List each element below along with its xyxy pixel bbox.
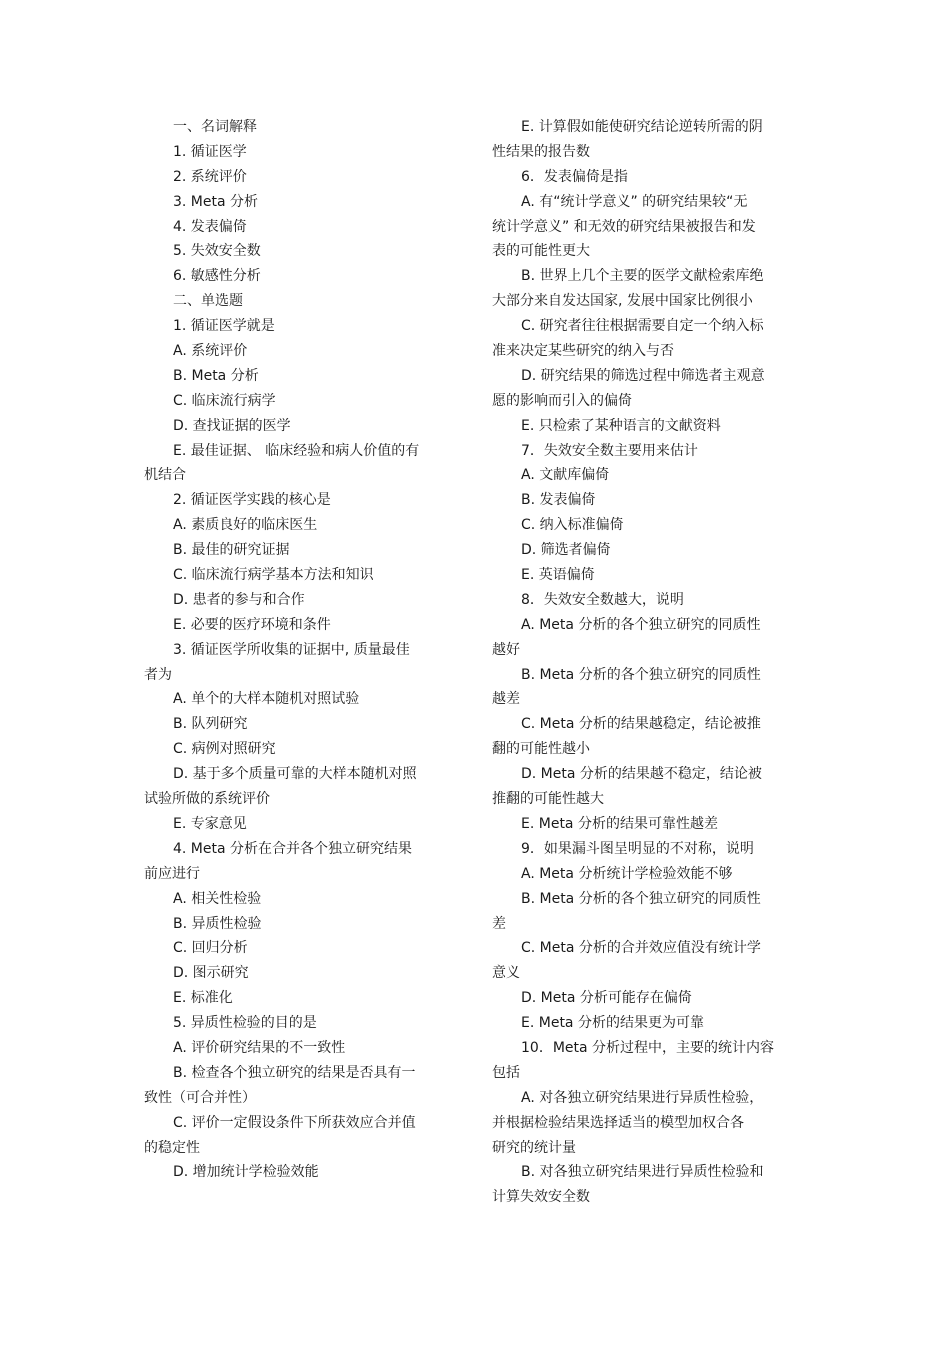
text-line: C. Meta 分析的合并效应值没有统计学	[521, 940, 761, 957]
text-line: D. 图示研究	[173, 965, 249, 982]
text-line: B. Meta 分析的各个独立研究的同质性	[521, 890, 761, 907]
text-line: C. 回归分析	[173, 940, 248, 957]
text-line: 差	[492, 915, 506, 932]
text-line: A. 系统评价	[173, 343, 248, 360]
text-line: 表的可能性更大	[492, 243, 590, 260]
right-column	[492, 115, 802, 1210]
text-line: 研究的统计量	[492, 1139, 576, 1156]
text-line: B. 最佳的研究证据	[173, 542, 290, 559]
text-line: B. 检查各个独立研究的结果是否具有一	[173, 1064, 416, 1081]
text-line: E. 专家意见	[173, 815, 247, 832]
text-line: A. Meta 分析统计学检验效能不够	[521, 865, 733, 882]
text-line: 机结合	[144, 467, 186, 484]
text-line: C. 临床流行病学基本方法和知识	[173, 567, 374, 584]
text-line: A. 有“统计学意义” 的研究结果较“无	[521, 193, 748, 210]
text-line: 二、单选题	[173, 293, 243, 310]
text-line: E. 标准化	[173, 990, 233, 1007]
text-line: 8．失效安全数越大，说明	[521, 591, 684, 608]
text-line: C. 评价一定假设条件下所获效应合并值	[173, 1114, 416, 1131]
text-line: D. Meta 分析可能存在偏倚	[521, 990, 692, 1007]
text-line: A. 单个的大样本随机对照试验	[173, 691, 360, 708]
text-line: 统计学意义” 和无效的研究结果被报告和发	[492, 218, 756, 235]
text-line: 准来决定某些研究的纳入与否	[492, 343, 674, 360]
text-line: A. 相关性检验	[173, 890, 262, 907]
text-line: 推翻的可能性越大	[492, 791, 604, 808]
text-line: B. Meta 分析的各个独立研究的同质性	[521, 666, 761, 683]
text-line: B. 队列研究	[173, 716, 248, 733]
text-line: 6. 敏感性分析	[173, 268, 261, 285]
text-line: 试验所做的系统评价	[144, 791, 270, 808]
text-line: A. 对各独立研究结果进行异质性检验，	[521, 1089, 764, 1106]
text-line: D. 查找证据的医学	[173, 417, 291, 434]
text-line: 一、名词解释	[173, 119, 257, 135]
text-line: C. Meta 分析的结果越稳定，结论被推	[521, 716, 761, 733]
text-line: E. 必要的医疗环境和条件	[173, 616, 331, 633]
text-line: D. 研究结果的筛选过程中筛选者主观意	[521, 367, 765, 384]
text-line: 2. 系统评价	[173, 168, 247, 185]
text-line: B. 对各独立研究结果进行异质性检验和	[521, 1164, 764, 1181]
text-line: 越好	[492, 641, 520, 658]
text-line: E. Meta 分析的结果可靠性越差	[521, 815, 718, 832]
text-line: 3. Meta 分析	[173, 193, 259, 210]
left-column	[144, 115, 464, 1185]
text-line: 意义	[492, 965, 520, 982]
text-line: D. Meta 分析的结果越不稳定，结论被	[521, 766, 762, 783]
text-line: A. Meta 分析的各个独立研究的同质性	[521, 616, 761, 633]
text-line: E. Meta 分析的结果更为可靠	[521, 1015, 704, 1032]
text-line: 1. 循证医学	[173, 143, 247, 160]
text-line: A. 素质良好的临床医生	[173, 517, 318, 534]
text-line: 包括	[492, 1064, 520, 1081]
text-line: 6．发表偏倚是指	[521, 168, 628, 185]
text-line: B. 世界上几个主要的医学文献检索库绝	[521, 268, 764, 285]
text-line: 4. Meta 分析在合并各个独立研究结果	[173, 840, 413, 857]
text-line: D. 基于多个质量可靠的大样本随机对照	[173, 766, 417, 783]
text-line: B. 发表偏倚	[521, 492, 596, 509]
text-line: C. 病例对照研究	[173, 741, 276, 758]
text-line: 前应进行	[144, 865, 200, 882]
text-line: 并根据检验结果选择适当的模型加权合各	[492, 1114, 744, 1131]
text-line: 1. 循证医学就是	[173, 318, 275, 335]
text-line: A. 评价研究结果的不一致性	[173, 1039, 346, 1056]
text-line: C. 研究者往往根据需要自定一个纳入标	[521, 318, 764, 335]
text-line: 的稳定性	[144, 1139, 200, 1156]
text-line: E. 英语偏倚	[521, 567, 595, 584]
text-line: 5. 异质性检验的目的是	[173, 1015, 317, 1032]
text-line: 致性（可合并性）	[144, 1089, 256, 1106]
text-line: 2. 循证医学实践的核心是	[173, 492, 331, 509]
text-line: 计算失效安全数	[492, 1189, 590, 1206]
text-line: 愿的影响而引入的偏倚	[492, 392, 632, 409]
text-line: 大部分来自发达国家, 发展中国家比例很小	[492, 293, 753, 310]
text-line: D. 患者的参与和合作	[173, 591, 305, 608]
text-line: D. 筛选者偏倚	[521, 542, 611, 559]
text-line: 7．失效安全数主要用来估计	[521, 442, 698, 459]
text-line: E. 最佳证据、 临床经验和病人价值的有	[173, 442, 420, 459]
text-line: B. 异质性检验	[173, 915, 262, 932]
text-line: D. 增加统计学检验效能	[173, 1164, 319, 1181]
text-line: C. 纳入标准偏倚	[521, 517, 624, 534]
text-line: 翻的可能性越小	[492, 741, 590, 758]
text-line: 3. 循证医学所收集的证据中, 质量最佳	[173, 641, 410, 658]
text-line: B. Meta 分析	[173, 367, 259, 384]
text-line: A. 文献库偏倚	[521, 467, 610, 484]
text-line: 性结果的报告数	[492, 143, 590, 160]
text-line: 者为	[144, 666, 172, 683]
text-line: E. 计算假如能使研究结论逆转所需的阴	[521, 119, 763, 135]
text-line: 4. 发表偏倚	[173, 218, 247, 235]
text-line: E. 只检索了某种语言的文献资料	[521, 417, 721, 434]
text-line: 10．Meta 分析过程中，主要的统计内容	[521, 1039, 775, 1056]
text-line: 5. 失效安全数	[173, 243, 261, 260]
text-line: C. 临床流行病学	[173, 392, 276, 409]
text-line: 越差	[492, 691, 520, 708]
text-line: 9．如果漏斗图呈明显的不对称，说明	[521, 840, 754, 857]
